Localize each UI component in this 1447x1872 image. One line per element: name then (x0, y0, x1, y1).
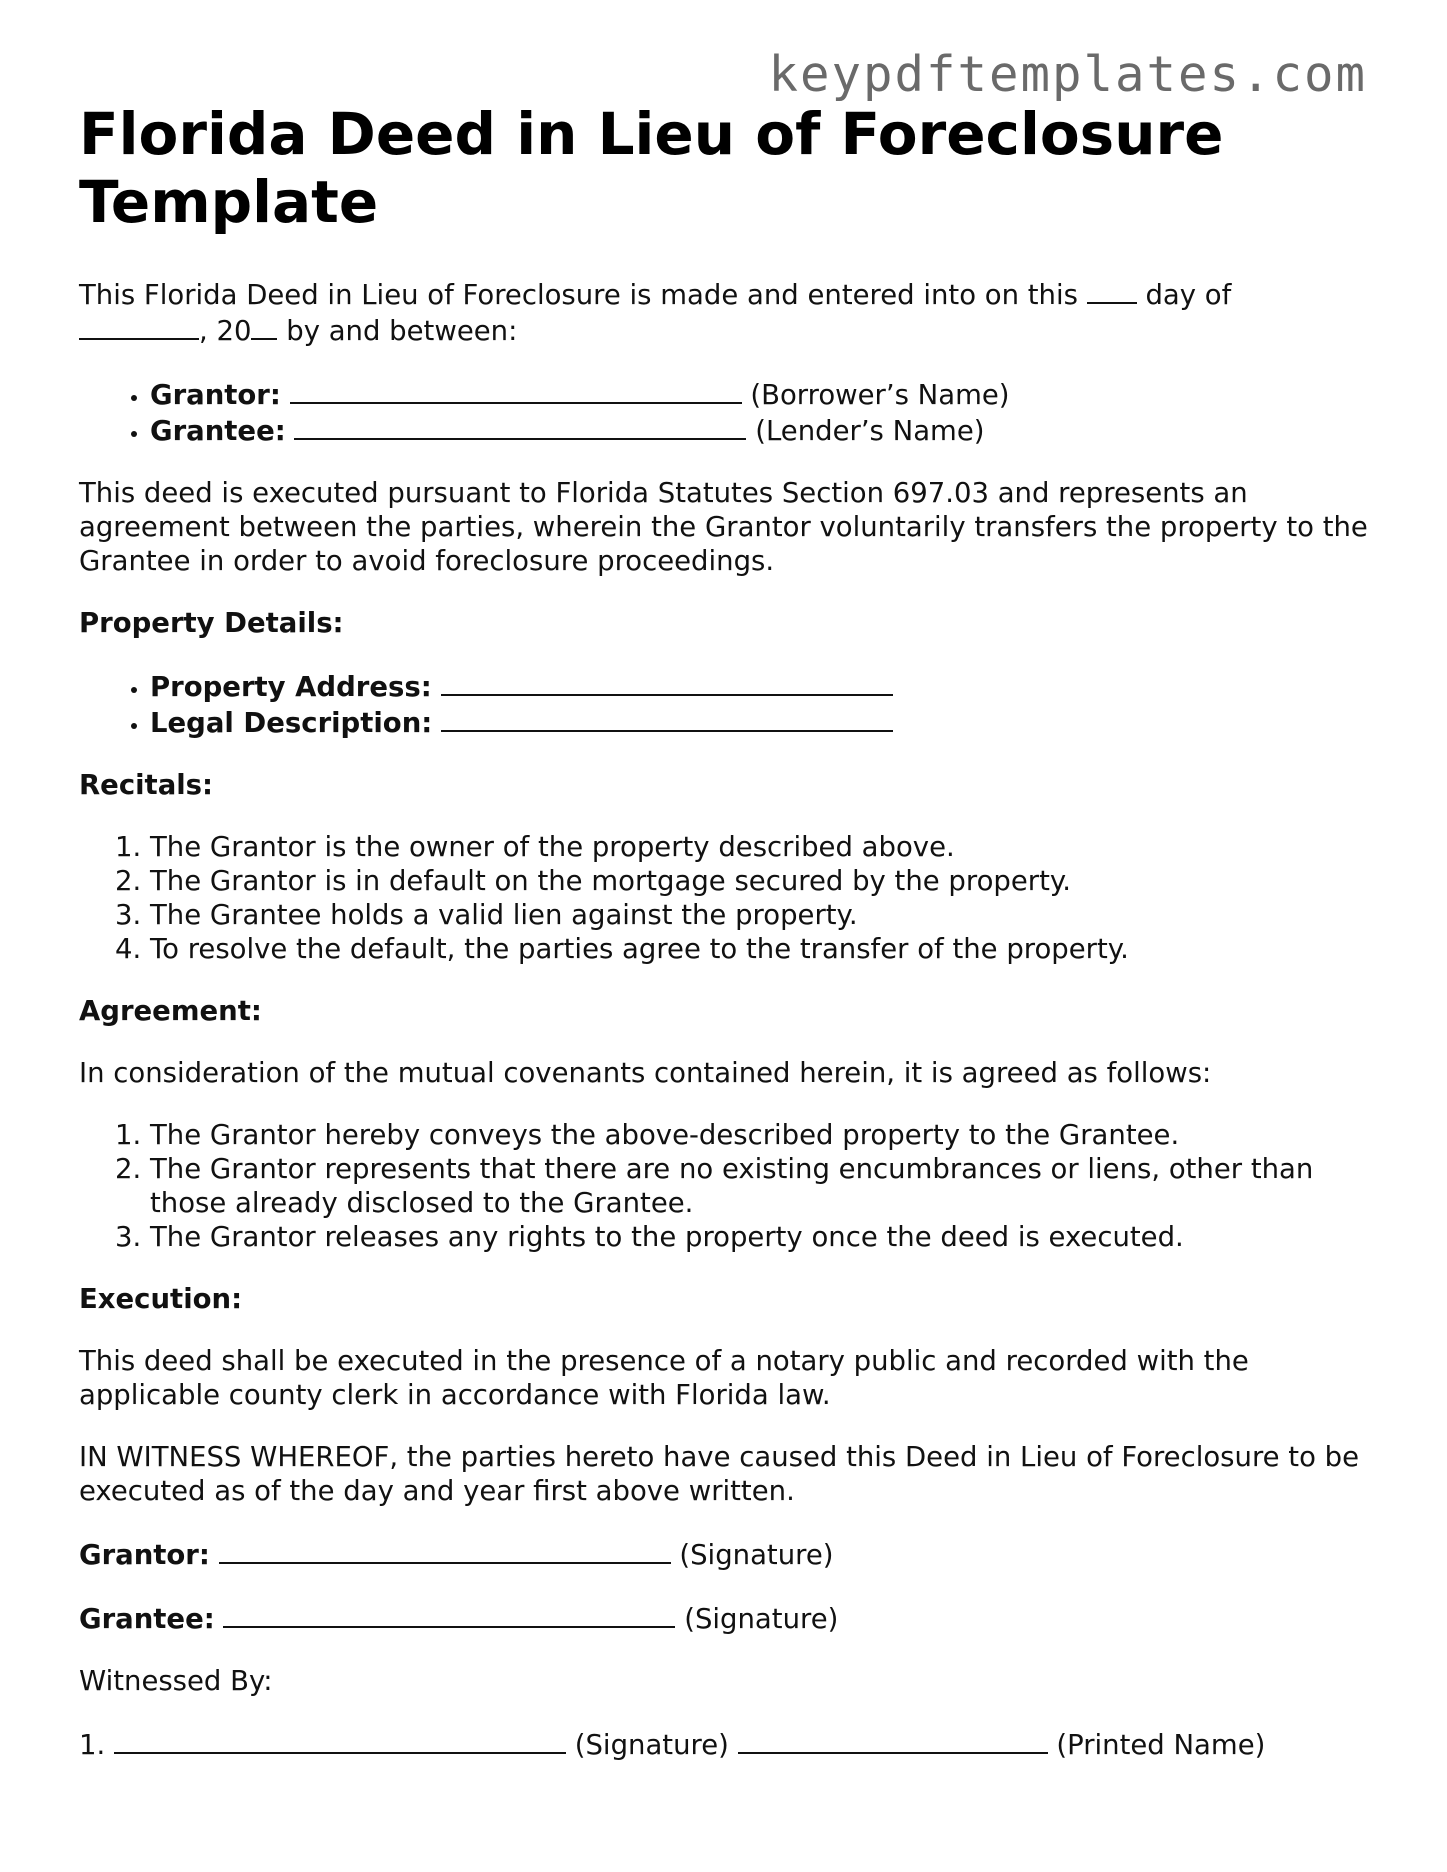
recital-item: 2. The Grantor is in default on the mortgage secured by the property. (150, 864, 1379, 898)
grantor-signature-blank[interactable] (219, 1536, 671, 1564)
grantee-signature-line (79, 1600, 1379, 1636)
property-address-item (150, 668, 1379, 704)
legal-description-item (150, 704, 1379, 740)
document-title: Florida Deed in Lieu of Foreclosure Template (79, 100, 1224, 236)
execution-heading: Execution: (79, 1283, 243, 1315)
property-heading: Property Details: (79, 607, 344, 639)
intro-paragraph (79, 276, 1379, 348)
day-of-text: day of (1145, 279, 1232, 311)
agreement-heading: Agreement: (79, 995, 262, 1027)
grantor-signature-line (79, 1536, 1379, 1572)
agreement-item: 1. The Grantor hereby conveys the above-described property to the Grantee. (150, 1118, 1379, 1152)
year-blank[interactable] (251, 312, 277, 340)
agreement-list (79, 1118, 1379, 1254)
grantee-signature-note: (Signature) (684, 1603, 839, 1635)
grantee-note: (Lender’s Name) (755, 415, 985, 447)
witness-signature-blank[interactable] (114, 1726, 566, 1754)
by-between-text: by and between: (286, 315, 518, 347)
agreement-intro: In consideration of the mutual covenants contained herein, it is agreed as follows: (79, 1057, 1212, 1089)
witness-whereof-text: IN WITNESS WHEREOF, the parties hereto have caused this Deed in Lieu of Foreclosure to be executed as of the day and year first above written. (79, 1441, 1360, 1507)
witness-number: 1. (79, 1729, 106, 1761)
agreement-item: 2. The Grantor represents that there are no existing encumbrances or liens, other than those already disclosed to the Grantee. (150, 1152, 1379, 1220)
agreement-item: 3. The Grantor releases any rights to the property once the deed is executed. (150, 1220, 1379, 1254)
grantee-signature-label: Grantee: (79, 1603, 215, 1635)
watermark: keypdftemplates.com (768, 46, 1367, 103)
witnessed-by-label: Witnessed By: (79, 1665, 273, 1697)
document-body (79, 100, 1379, 1790)
intro-text: This Florida Deed in Lieu of Foreclosure is made and entered into on this (79, 279, 1078, 311)
grantor-item (150, 376, 1379, 412)
property-address-blank[interactable] (441, 668, 893, 696)
grantor-signature-label: Grantor: (79, 1539, 210, 1571)
day-blank[interactable] (1087, 276, 1137, 304)
witness-printed-name-blank[interactable] (738, 1726, 1048, 1754)
month-blank[interactable] (79, 312, 199, 340)
property-address-label: Property Address: (150, 671, 432, 703)
recital-item: 1. The Grantor is the owner of the property described above. (150, 830, 1379, 864)
witness-line (79, 1726, 1379, 1762)
legal-description-label: Legal Description: (150, 707, 433, 739)
property-list (79, 668, 1379, 740)
legal-description-blank[interactable] (441, 704, 893, 732)
grantee-item (150, 412, 1379, 448)
witness-signature-note: (Signature) (574, 1729, 729, 1761)
recitals-heading: Recitals: (79, 769, 214, 801)
witness-printed-name-note: (Printed Name) (1056, 1729, 1266, 1761)
grantor-name-blank[interactable] (290, 376, 742, 404)
parties-list (79, 376, 1379, 448)
year-prefix: , 20 (199, 315, 252, 347)
grantor-signature-note: (Signature) (679, 1539, 834, 1571)
grantee-label: Grantee: (150, 415, 286, 447)
execution-text: This deed shall be executed in the presence of a notary public and recorded with the applicable county clerk in accordance with Florida law. (79, 1345, 1249, 1411)
grantor-label: Grantor: (150, 379, 281, 411)
recital-item: 4. To resolve the default, the parties agree to the transfer of the property. (150, 932, 1379, 966)
grantee-name-blank[interactable] (294, 412, 746, 440)
grantee-signature-blank[interactable] (223, 1600, 675, 1628)
recitals-list (79, 830, 1379, 966)
statute-paragraph: This deed is executed pursuant to Florida Statutes Section 697.03 and represents an agreement between the parties, wherein the Grantor voluntarily transfers the property to the Grantee in order to avoid foreclosure proceedings. (79, 477, 1368, 577)
grantor-note: (Borrower’s Name) (750, 379, 1010, 411)
recital-item: 3. The Grantee holds a valid lien against the property. (150, 898, 1379, 932)
